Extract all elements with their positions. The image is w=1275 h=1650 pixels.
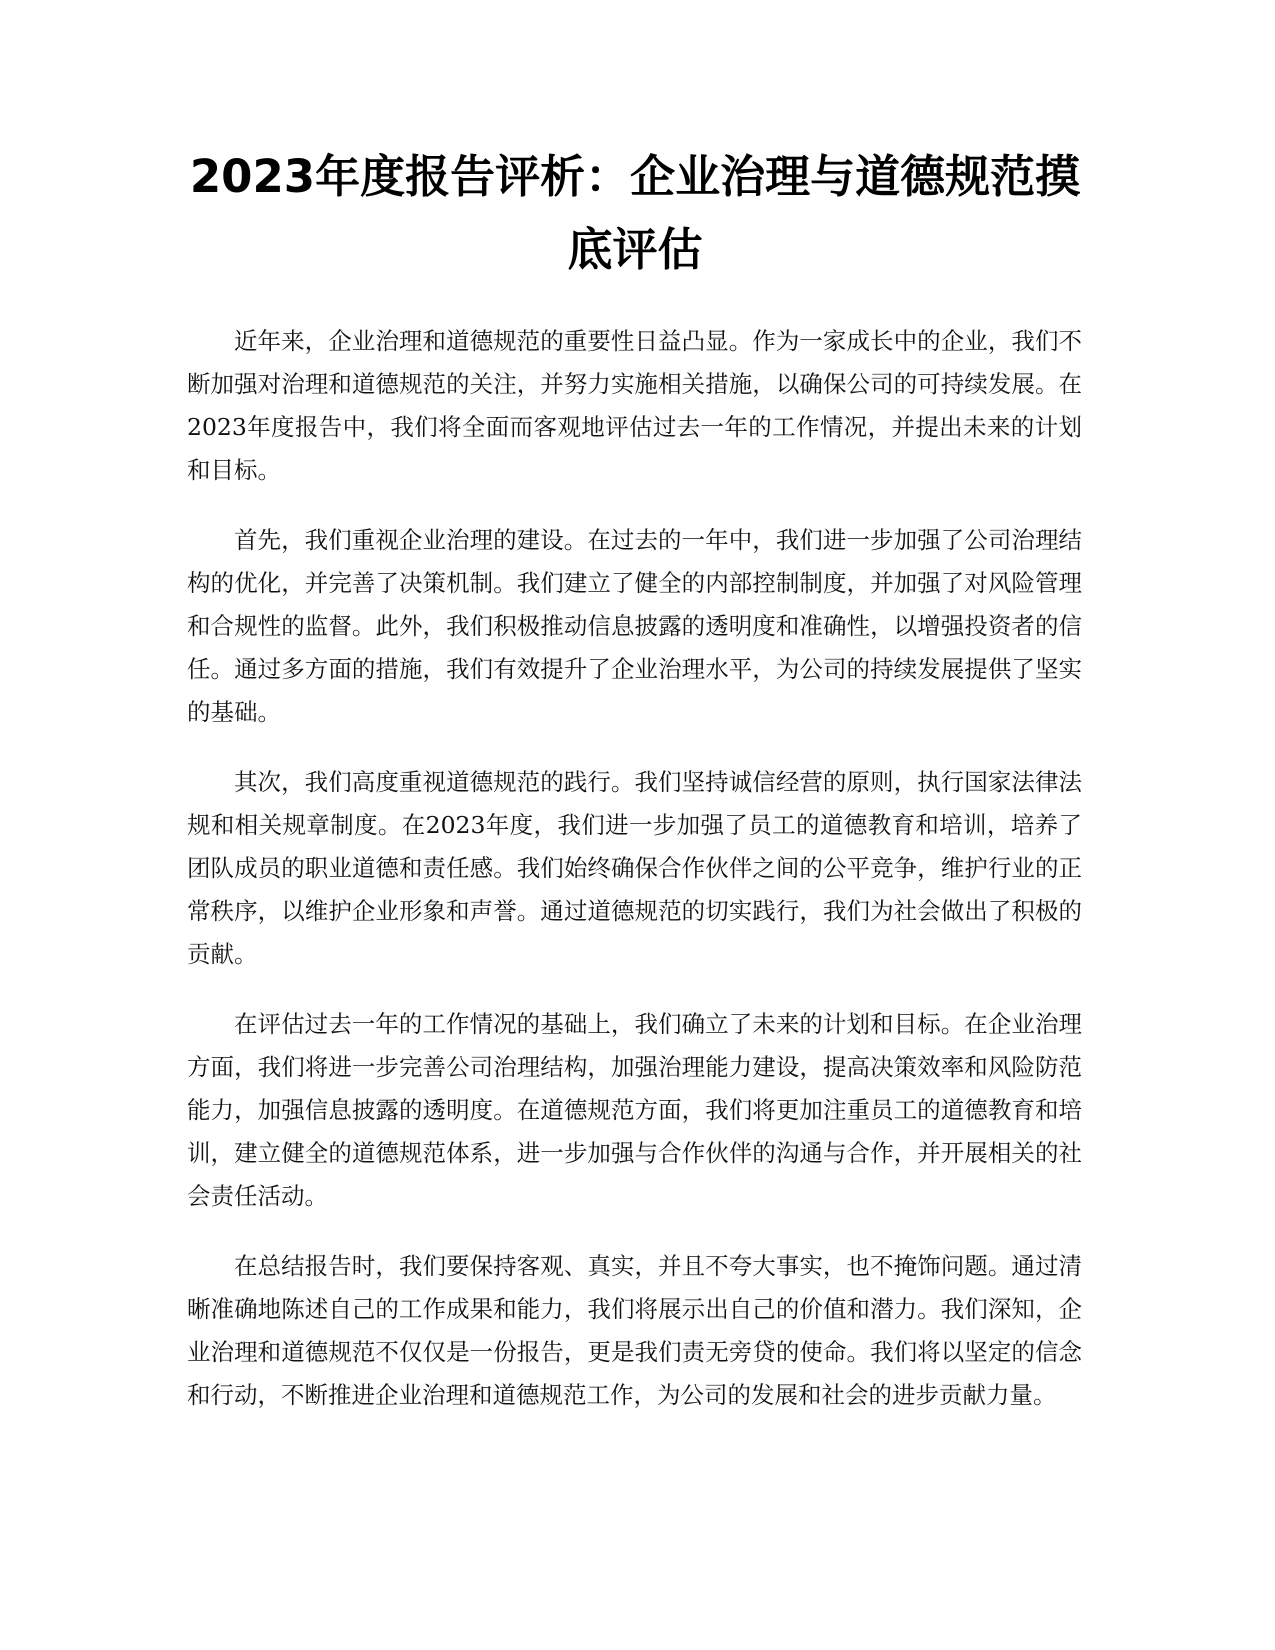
paragraph-1: 近年来，企业治理和道德规范的重要性日益凸显。作为一家成长中的企业，我们不断加强对治理和道德规范的关注，并努力实施相关措施，以确保公司的可持续发展。在2023年度报告中，我们将全面而客观地评估过去一年的工作情况，并提出未来的计划和目标。 xyxy=(187,327,1082,484)
paragraph-4: 在评估过去一年的工作情况的基础上，我们确立了未来的计划和目标。在企业治理方面，我们将进一步完善公司治理结构，加强治理能力建设，提高决策效率和风险防范能力，加强信息披露的透明度。在道德规范方面，我们将更加注重员工的道德教育和培训，建立健全的道德规范体系，进一步加强与合作伙伴的沟通与合作，并开展相关的社会责任活动。 xyxy=(187,1010,1082,1210)
paragraph-3: 其次，我们高度重视道德规范的践行。我们坚持诚信经营的原则，执行国家法律法规和相关规章制度。在2023年度，我们进一步加强了员工的道德教育和培训，培养了团队成员的职业道德和责任感。我们始终确保合作伙伴之间的公平竞争，维护行业的正常秩序，以维护企业形象和声誉。通过道德规范的切实践行，我们为社会做出了积极的贡献。 xyxy=(187,768,1082,968)
document-body xyxy=(187,320,1082,1444)
document-title: 2023年度报告评析：企业治理与道德规范摸底评估 xyxy=(189,150,1081,276)
paragraph-2: 首先，我们重视企业治理的建设。在过去的一年中，我们进一步加强了公司治理结构的优化，并完善了决策机制。我们建立了健全的内部控制制度，并加强了对风险管理和合规性的监督。此外，我们积极推动信息披露的透明度和准确性，以增强投资者的信任。通过多方面的措施，我们有效提升了企业治理水平，为公司的持续发展提供了坚实的基础。 xyxy=(187,526,1082,726)
paragraph-5: 在总结报告时，我们要保持客观、真实，并且不夸大事实，也不掩饰问题。通过清晰准确地陈述自己的工作成果和能力，我们将展示出自己的价值和潜力。我们深知，企业治理和道德规范不仅仅是一份报告，更是我们责无旁贷的使命。我们将以坚定的信念和行动，不断推进企业治理和道德规范工作，为公司的发展和社会的进步贡献力量。 xyxy=(187,1252,1082,1409)
